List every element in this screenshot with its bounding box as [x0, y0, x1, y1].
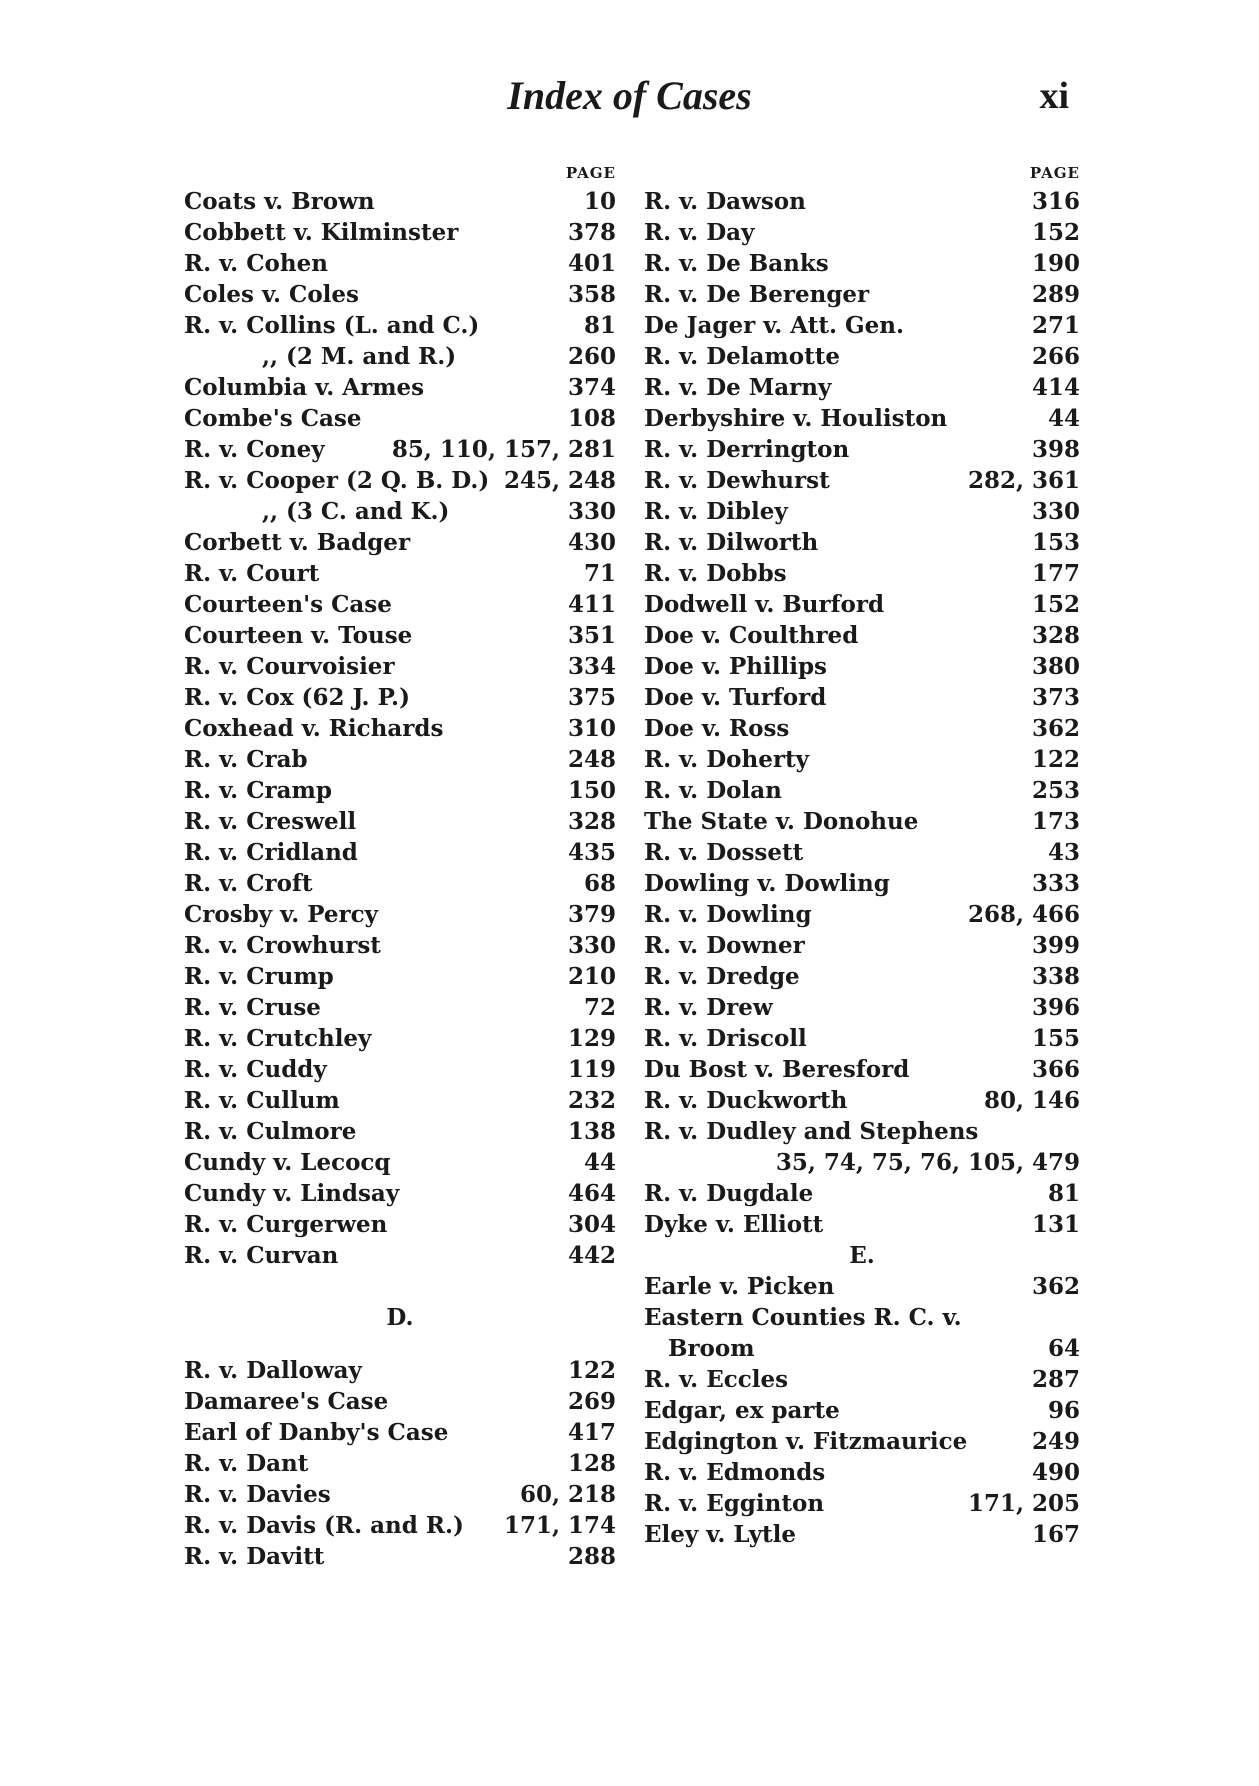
page-reference: 64	[1047, 1335, 1080, 1362]
page-reference: 399	[1031, 932, 1080, 959]
index-entry	[644, 496, 1080, 527]
left-entries	[184, 186, 616, 1271]
case-name: R. v. Dawson	[644, 188, 806, 215]
index-entry	[184, 1209, 616, 1240]
left-column	[184, 160, 616, 1572]
case-name: R. v. Davis (R. and R.)	[184, 1512, 464, 1539]
index-entry	[184, 1116, 616, 1147]
case-name: R. v. Cuddy	[184, 1056, 327, 1083]
page-reference: 379	[567, 901, 616, 928]
index-entry	[644, 248, 1080, 279]
case-name: R. v. Crutchley	[184, 1025, 372, 1052]
page-reference: 81	[1047, 1180, 1080, 1207]
index-entry	[184, 775, 616, 806]
page-reference: 268, 466	[967, 901, 1080, 928]
page-title: Index of Cases	[507, 73, 752, 118]
index-entry	[644, 1302, 1080, 1333]
page-reference: 245, 248	[503, 467, 616, 494]
page-reference: 334	[567, 653, 616, 680]
page-reference: 171, 205	[967, 1490, 1080, 1517]
case-name: Courteen v. Touse	[184, 622, 413, 649]
index-entry	[184, 868, 616, 899]
page-reference: 85, 110, 157, 281	[391, 436, 616, 463]
case-name: R. v. Duckworth	[644, 1087, 848, 1114]
index-entry	[184, 372, 616, 403]
page-header	[0, 72, 1259, 132]
index-entry	[644, 341, 1080, 372]
case-name: R. v. Dobbs	[644, 560, 787, 587]
index-entry	[184, 1355, 616, 1386]
page-reference: 177	[1031, 560, 1080, 587]
index-entry	[644, 744, 1080, 775]
page-reference: 210	[567, 963, 616, 990]
page-reference: 266	[1031, 343, 1080, 370]
index-entry	[644, 1395, 1080, 1426]
page-reference: 43	[1047, 839, 1080, 866]
index-entry	[184, 744, 616, 775]
case-name: R. v. Doherty	[644, 746, 809, 773]
page-reference: 411	[567, 591, 616, 618]
case-name: R. v. Day	[644, 219, 755, 246]
page-reference: 96	[1047, 1397, 1080, 1424]
column-heading: PAGE	[565, 164, 616, 182]
case-name: Edgington v. Fitzmaurice	[644, 1428, 968, 1455]
page-reference: 35, 74, 75, 76, 105, 479	[775, 1149, 1080, 1176]
index-entry	[184, 1023, 616, 1054]
case-name: R. v. Cruse	[184, 994, 321, 1021]
index-entry	[184, 1240, 616, 1271]
index-entry	[184, 279, 616, 310]
page-reference: 316	[1031, 188, 1080, 215]
page-reference: 44	[583, 1149, 616, 1176]
page-reference: 330	[567, 498, 616, 525]
page-reference: 150	[567, 777, 616, 804]
page-reference: 373	[1031, 684, 1080, 711]
case-name: R. v. De Marny	[644, 374, 832, 401]
index-entry	[644, 806, 1080, 837]
page-reference: 490	[1031, 1459, 1080, 1486]
index-entry	[644, 1023, 1080, 1054]
right-entries	[644, 186, 1080, 1240]
page-reference: 119	[567, 1056, 616, 1083]
index-entry	[184, 248, 616, 279]
page-reference: 260	[567, 343, 616, 370]
index-entry	[184, 806, 616, 837]
page-reference: 378	[567, 219, 616, 246]
page-reference: 351	[567, 622, 616, 649]
index-entry	[184, 558, 616, 589]
page-reference: 60, 218	[519, 1481, 616, 1508]
page-reference: 152	[1031, 219, 1080, 246]
index-entry	[184, 465, 616, 496]
index-entry	[644, 310, 1080, 341]
case-name: Courteen's Case	[184, 591, 392, 618]
case-name: Coxhead v. Richards	[184, 715, 444, 742]
page-reference: 338	[1031, 963, 1080, 990]
index-entry	[644, 1519, 1080, 1550]
case-name: Earl of Danby's Case	[184, 1419, 449, 1446]
case-name: R. v. Curvan	[184, 1242, 339, 1269]
index-entry	[644, 1457, 1080, 1488]
case-name: R. v. De Banks	[644, 250, 829, 277]
page-reference: 68	[583, 870, 616, 897]
page-reference: 80, 146	[983, 1087, 1080, 1114]
page-reference: 253	[1031, 777, 1080, 804]
case-name: R. v. Coney	[184, 436, 325, 463]
page-reference: 333	[1031, 870, 1080, 897]
index-entry	[644, 1147, 1080, 1178]
case-name: Coats v. Brown	[184, 188, 375, 215]
page-reference: 249	[1031, 1428, 1080, 1455]
case-name: R. v. Edmonds	[644, 1459, 826, 1486]
index-entry	[644, 775, 1080, 806]
index-entry	[184, 961, 616, 992]
page-reference: 304	[567, 1211, 616, 1238]
index-entry	[644, 1178, 1080, 1209]
case-name: R. v. Driscoll	[644, 1025, 807, 1052]
page-reference: 269	[567, 1388, 616, 1415]
index-entry	[644, 217, 1080, 248]
case-name: R. v. Eccles	[644, 1366, 789, 1393]
page-reference: 366	[1031, 1056, 1080, 1083]
page-reference: 288	[567, 1543, 616, 1570]
page-reference: 173	[1031, 808, 1080, 835]
page-reference: 380	[1031, 653, 1080, 680]
case-name: Corbett v. Badger	[184, 529, 411, 556]
index-entry	[184, 186, 616, 217]
case-name: R. v. Culmore	[184, 1118, 357, 1145]
column-heading: PAGE	[1029, 164, 1080, 182]
case-name: The State v. Donohue	[644, 808, 919, 835]
case-name: R. v. Drew	[644, 994, 773, 1021]
index-entry	[184, 527, 616, 558]
page-reference: 396	[1031, 994, 1080, 1021]
case-name: R. v. Dilworth	[644, 529, 819, 556]
case-name: R. v. Dalloway	[184, 1357, 362, 1384]
index-entry	[184, 682, 616, 713]
index-entry	[184, 1479, 616, 1510]
page-reference: 330	[567, 932, 616, 959]
case-name: Doe v. Turford	[644, 684, 827, 711]
page-reference: 152	[1031, 591, 1080, 618]
index-entry	[184, 620, 616, 651]
case-name: De Jager v. Att. Gen.	[644, 312, 904, 339]
index-entry	[644, 837, 1080, 868]
page-reference: 171, 174	[503, 1512, 616, 1539]
index-entry	[644, 682, 1080, 713]
index-entry	[184, 1054, 616, 1085]
index-entry	[644, 868, 1080, 899]
case-name: R. v. Dredge	[644, 963, 800, 990]
page-reference: 328	[567, 808, 616, 835]
page-reference: 374	[567, 374, 616, 401]
index-entry	[644, 620, 1080, 651]
case-name: R. v. Cohen	[184, 250, 328, 277]
index-entry	[644, 1364, 1080, 1395]
index-entry	[644, 1085, 1080, 1116]
index-entry	[644, 465, 1080, 496]
page-reference: 155	[1031, 1025, 1080, 1052]
index-entry	[184, 930, 616, 961]
page-reference: 122	[1031, 746, 1080, 773]
index-entry	[184, 496, 616, 527]
case-name: R. v. Court	[184, 560, 320, 587]
case-name: Broom	[668, 1335, 755, 1362]
case-name: R. v. Dewhurst	[644, 467, 830, 494]
index-entry	[184, 341, 616, 372]
case-name: R. v. Cooper (2 Q. B. D.)	[184, 467, 490, 494]
case-name: Eastern Counties R. C. v.	[644, 1304, 962, 1331]
index-entry	[644, 992, 1080, 1023]
right-column	[644, 160, 1080, 1550]
case-name: R. v. Derrington	[644, 436, 850, 463]
index-entry	[644, 279, 1080, 310]
case-name: R. v. Creswell	[184, 808, 357, 835]
case-name: R. v. Davitt	[184, 1543, 325, 1570]
page-reference: 232	[567, 1087, 616, 1114]
case-name: Doe v. Ross	[644, 715, 790, 742]
index-entry	[184, 713, 616, 744]
case-name: R. v. Croft	[184, 870, 313, 897]
page-reference: 138	[567, 1118, 616, 1145]
case-name: R. v. Dibley	[644, 498, 788, 525]
index-entry	[644, 434, 1080, 465]
index-entry	[644, 558, 1080, 589]
case-name: Earle v. Picken	[644, 1273, 835, 1300]
index-entry	[184, 1085, 616, 1116]
page-reference: 108	[567, 405, 616, 432]
index-entry	[184, 1417, 616, 1448]
case-name: Combe's Case	[184, 405, 362, 432]
section-gap	[184, 1271, 616, 1302]
index-entry	[184, 1178, 616, 1209]
page-reference: 287	[1031, 1366, 1080, 1393]
case-name: Coles v. Coles	[184, 281, 360, 308]
case-name: ,, (3 C. and K.)	[262, 498, 450, 525]
page-reference: 10	[583, 188, 616, 215]
index-entry	[644, 713, 1080, 744]
page-reference: 375	[567, 684, 616, 711]
page-reference: 72	[583, 994, 616, 1021]
index-entry	[644, 961, 1080, 992]
page-reference: 282, 361	[967, 467, 1080, 494]
page-reference: 81	[583, 312, 616, 339]
index-entry	[184, 651, 616, 682]
case-name: R. v. Dant	[184, 1450, 309, 1477]
page-reference: 248	[567, 746, 616, 773]
index-entry	[184, 992, 616, 1023]
page-reference: 271	[1031, 312, 1080, 339]
case-name: R. v. Cullum	[184, 1087, 340, 1114]
case-name: ,, (2 M. and R.)	[262, 343, 457, 370]
page-reference: 129	[567, 1025, 616, 1052]
page-reference: 328	[1031, 622, 1080, 649]
page-reference: 398	[1031, 436, 1080, 463]
page-reference: 44	[1047, 405, 1080, 432]
case-name: R. v. Crump	[184, 963, 334, 990]
case-name: Cobbett v. Kilminster	[184, 219, 459, 246]
index-entry	[644, 372, 1080, 403]
case-name: R. v. Cramp	[184, 777, 332, 804]
case-name: R. v. Dolan	[644, 777, 782, 804]
page-reference: 435	[567, 839, 616, 866]
case-name: R. v. Davies	[184, 1481, 331, 1508]
page-reference: 464	[567, 1180, 616, 1207]
case-name: R. v. Collins (L. and C.)	[184, 312, 480, 339]
index-entry	[184, 1541, 616, 1572]
section-gap	[184, 1333, 616, 1355]
page-reference: 131	[1031, 1211, 1080, 1238]
page-reference: 362	[1031, 715, 1080, 742]
index-entry	[184, 899, 616, 930]
case-name: Eley v. Lytle	[644, 1521, 797, 1548]
page-number: xi	[1039, 75, 1069, 117]
case-name: R. v. Downer	[644, 932, 805, 959]
index-entry	[644, 651, 1080, 682]
index-entry	[644, 1426, 1080, 1457]
case-name: Derbyshire v. Houliston	[644, 405, 948, 432]
case-name: R. v. Dugdale	[644, 1180, 814, 1207]
page-reference: 128	[567, 1450, 616, 1477]
index-entry	[184, 1147, 616, 1178]
index-entry	[184, 217, 616, 248]
index-entry	[184, 310, 616, 341]
case-name: R. v. Delamotte	[644, 343, 840, 370]
page-reference: 71	[583, 560, 616, 587]
case-name: Dodwell v. Burford	[644, 591, 885, 618]
section-e-entries	[644, 1271, 1080, 1550]
case-name: R. v. Dowling	[644, 901, 812, 928]
page-reference: 153	[1031, 529, 1080, 556]
case-name: Du Bost v. Beresford	[644, 1056, 910, 1083]
case-name: Doe v. Phillips	[644, 653, 827, 680]
section-letter-d: D.	[386, 1304, 414, 1331]
section-d-entries	[184, 1355, 616, 1572]
case-name: Columbia v. Armes	[184, 374, 425, 401]
page-reference: 330	[1031, 498, 1080, 525]
case-name: Dowling v. Dowling	[644, 870, 890, 897]
case-name: R. v. Crab	[184, 746, 308, 773]
case-name: R. v. De Berenger	[644, 281, 870, 308]
index-entry	[184, 589, 616, 620]
page-reference: 190	[1031, 250, 1080, 277]
index-entry	[644, 1054, 1080, 1085]
case-name: Crosby v. Percy	[184, 901, 379, 928]
case-name: Dyke v. Elliott	[644, 1211, 824, 1238]
page-reference: 430	[567, 529, 616, 556]
index-entry	[644, 899, 1080, 930]
index-entry	[644, 1209, 1080, 1240]
page-reference: 167	[1031, 1521, 1080, 1548]
case-name: Cundy v. Lecocq	[184, 1149, 391, 1176]
page-reference: 358	[567, 281, 616, 308]
index-entry	[644, 186, 1080, 217]
case-name: R. v. Dudley and Stephens	[644, 1118, 979, 1145]
case-name: Damaree's Case	[184, 1388, 389, 1415]
page-reference: 442	[567, 1242, 616, 1269]
case-name: R. v. Crowhurst	[184, 932, 381, 959]
index-entry	[644, 930, 1080, 961]
case-name: R. v. Dossett	[644, 839, 804, 866]
page-reference: 289	[1031, 281, 1080, 308]
index-entry	[644, 1333, 1080, 1364]
page-reference: 417	[567, 1419, 616, 1446]
case-name: R. v. Cox (62 J. P.)	[184, 684, 410, 711]
page-reference: 414	[1031, 374, 1080, 401]
index-entry	[644, 403, 1080, 434]
case-name: Cundy v. Lindsay	[184, 1180, 400, 1207]
case-name: R. v. Cridland	[184, 839, 358, 866]
index-entry	[644, 1116, 1080, 1147]
index-entry	[184, 434, 616, 465]
index-entry	[644, 1488, 1080, 1519]
index-entry	[184, 1448, 616, 1479]
case-name: Edgar, ex parte	[644, 1397, 840, 1424]
page-reference: 310	[567, 715, 616, 742]
case-name: R. v. Curgerwen	[184, 1211, 388, 1238]
index-entry	[644, 527, 1080, 558]
index-entry	[644, 1271, 1080, 1302]
index-entry	[184, 403, 616, 434]
index-entry	[184, 1386, 616, 1417]
page-reference: 122	[567, 1357, 616, 1384]
case-name: R. v. Egginton	[644, 1490, 825, 1517]
case-name: Doe v. Coulthred	[644, 622, 859, 649]
index-entry	[184, 1510, 616, 1541]
case-name: R. v. Courvoisier	[184, 653, 395, 680]
index-entry	[184, 837, 616, 868]
page-reference: 401	[567, 250, 616, 277]
page-reference: 362	[1031, 1273, 1080, 1300]
index-entry	[644, 589, 1080, 620]
section-letter-e: E.	[849, 1242, 875, 1269]
